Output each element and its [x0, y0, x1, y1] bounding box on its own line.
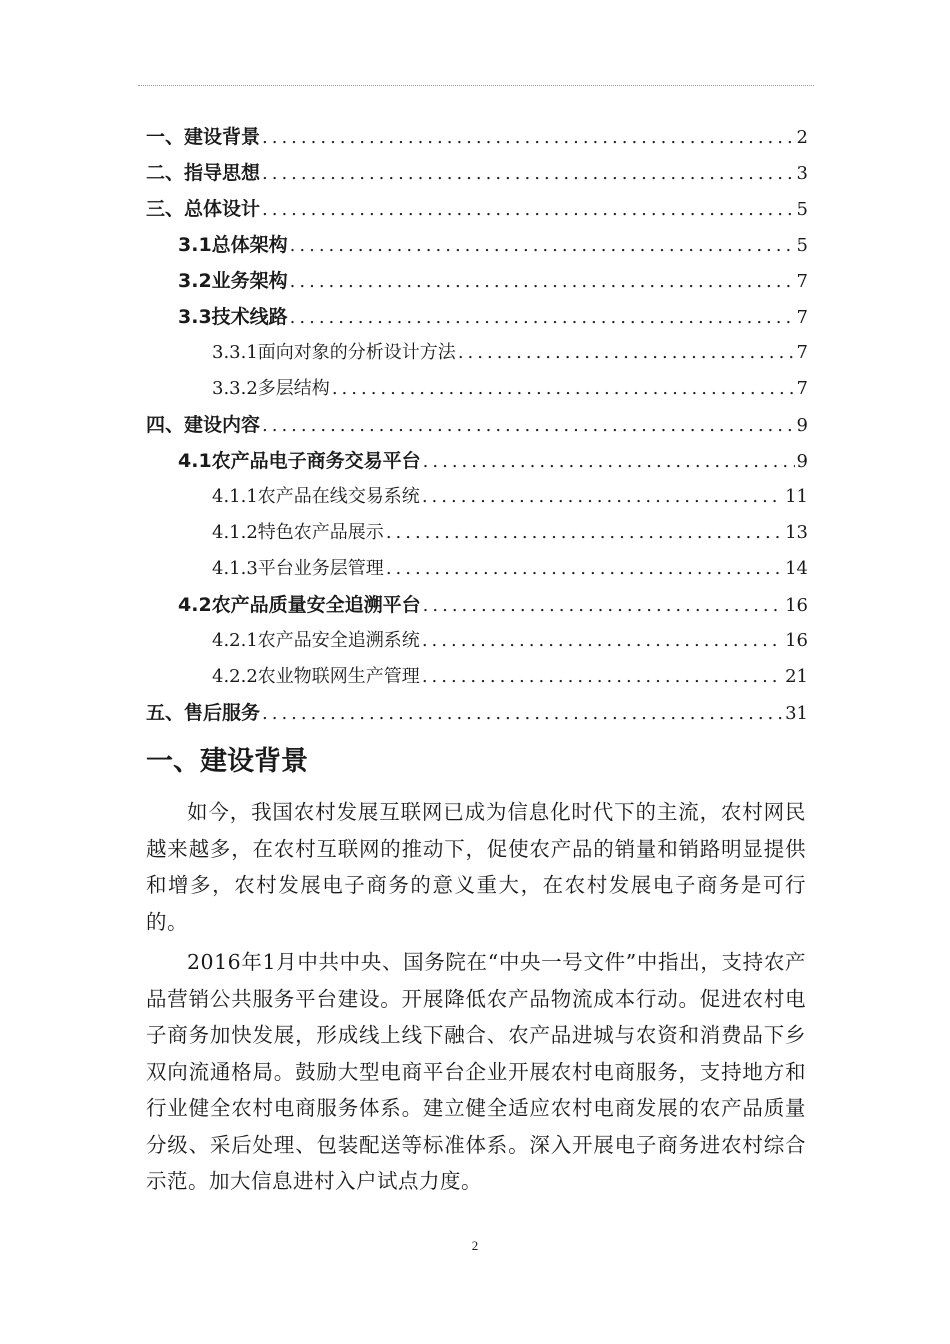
toc-entry-page: 2	[796, 127, 808, 148]
toc-entry-page: 21	[785, 666, 808, 687]
toc-entry[interactable]	[146, 695, 808, 731]
toc-leader-dots	[290, 264, 795, 299]
toc-leader-dots	[458, 335, 795, 371]
body-paragraph: 2016年1月中共中央、国务院在“中央一号文件”中指出，支持农产品营销公共服务平台建设。开展降低农产品物流成本行动。促进农村电子商务加快发展，形成线上线下融合、农产品进城与农资和消费品下乡双向流通格局。鼓励大型电商平台企业开展农村电商服务，支持地方和行业健全农村电商服务体系。建立健全适应农村电商发展的农产品质量分级、采后处理、包装配送等标准体系。深入开展电子商务进农村综合示范。加大信息进村入户试点力度。	[146, 950, 806, 1193]
toc-entry[interactable]	[146, 587, 808, 623]
table-of-contents	[146, 119, 808, 731]
toc-entry-title: 3.3.2多层结构	[212, 378, 330, 399]
toc-entry-page: 7	[796, 307, 808, 328]
toc-entry-page: 7	[796, 378, 808, 399]
toc-entry[interactable]	[146, 335, 808, 371]
toc-leader-dots	[386, 551, 783, 587]
toc-leader-dots	[422, 479, 783, 515]
toc-entry-title: 五、售后服务	[146, 702, 261, 724]
toc-entry[interactable]	[146, 623, 808, 659]
toc-entry[interactable]	[146, 407, 808, 443]
toc-entry-title: 4.1.3平台业务层管理	[212, 558, 384, 579]
toc-entry-page: 5	[796, 199, 808, 220]
toc-entry[interactable]	[146, 299, 808, 335]
toc-entry-title: 4.1农产品电子商务交易平台	[178, 450, 421, 472]
toc-entry[interactable]	[146, 155, 808, 191]
toc-leader-dots	[386, 515, 783, 551]
toc-entry-page: 5	[796, 235, 808, 256]
toc-entry-title: 3.2业务架构	[178, 270, 288, 292]
toc-entry-title: 3.1总体架构	[178, 234, 288, 256]
toc-entry[interactable]	[146, 443, 808, 479]
toc-leader-dots	[262, 120, 795, 155]
toc-entry-title: 4.2农产品质量安全追溯平台	[178, 594, 421, 616]
toc-entry-title: 4.2.2农业物联网生产管理	[212, 666, 420, 687]
toc-entry-title: 二、指导思想	[146, 162, 261, 184]
toc-leader-dots	[290, 228, 795, 263]
toc-entry-title: 4.1.1农产品在线交易系统	[212, 486, 420, 507]
section-body	[146, 794, 806, 1204]
toc-entry-title: 3.3.1面向对象的分析设计方法	[212, 342, 456, 363]
toc-entry-title: 4.1.2特色农产品展示	[212, 522, 384, 543]
toc-leader-dots	[423, 444, 795, 479]
toc-entry-page: 13	[785, 522, 808, 543]
toc-entry[interactable]	[146, 659, 808, 695]
toc-entry-title: 4.2.1农产品安全追溯系统	[212, 630, 420, 651]
toc-entry-page: 7	[796, 271, 808, 292]
toc-leader-dots	[262, 156, 795, 191]
toc-entry[interactable]	[146, 119, 808, 155]
toc-leader-dots	[262, 192, 795, 227]
toc-entry[interactable]	[146, 371, 808, 407]
toc-entry[interactable]	[146, 191, 808, 227]
toc-leader-dots	[422, 623, 783, 659]
toc-entry-title: 三、总体设计	[146, 198, 261, 220]
section-heading: 一、建设背景	[146, 746, 308, 777]
toc-leader-dots	[290, 300, 795, 335]
toc-entry[interactable]	[146, 479, 808, 515]
toc-entry-page: 31	[785, 703, 808, 724]
body-paragraph: 如今，我国农村发展互联网已成为信息化时代下的主流，农村网民越来越多，在农村互联网的推动下，促使农产品的销量和销路明显提供和增多，农村发展电子商务的意义重大，在农村发展电子商务是可行的。	[146, 800, 806, 934]
toc-entry-title: 3.3技术线路	[178, 306, 288, 328]
toc-entry[interactable]	[146, 227, 808, 263]
toc-entry-page: 14	[785, 558, 808, 579]
toc-entry[interactable]	[146, 551, 808, 587]
toc-entry-page: 16	[785, 595, 808, 616]
toc-entry-page: 11	[785, 486, 808, 507]
toc-entry-title: 四、建设内容	[146, 414, 261, 436]
toc-entry[interactable]	[146, 263, 808, 299]
toc-entry-title: 一、建设背景	[146, 126, 261, 148]
toc-entry-page: 16	[785, 630, 808, 651]
toc-leader-dots	[422, 659, 783, 695]
toc-entry-page: 7	[796, 342, 808, 363]
toc-entry-page: 9	[796, 451, 808, 472]
toc-entry[interactable]	[146, 515, 808, 551]
toc-leader-dots	[423, 588, 783, 623]
toc-leader-dots	[332, 371, 795, 407]
toc-entry-page: 9	[796, 415, 808, 436]
page-number: 2	[471, 1238, 479, 1253]
toc-leader-dots	[262, 696, 783, 731]
header-divider	[138, 85, 814, 86]
toc-entry-page: 3	[796, 163, 808, 184]
toc-leader-dots	[262, 408, 795, 443]
